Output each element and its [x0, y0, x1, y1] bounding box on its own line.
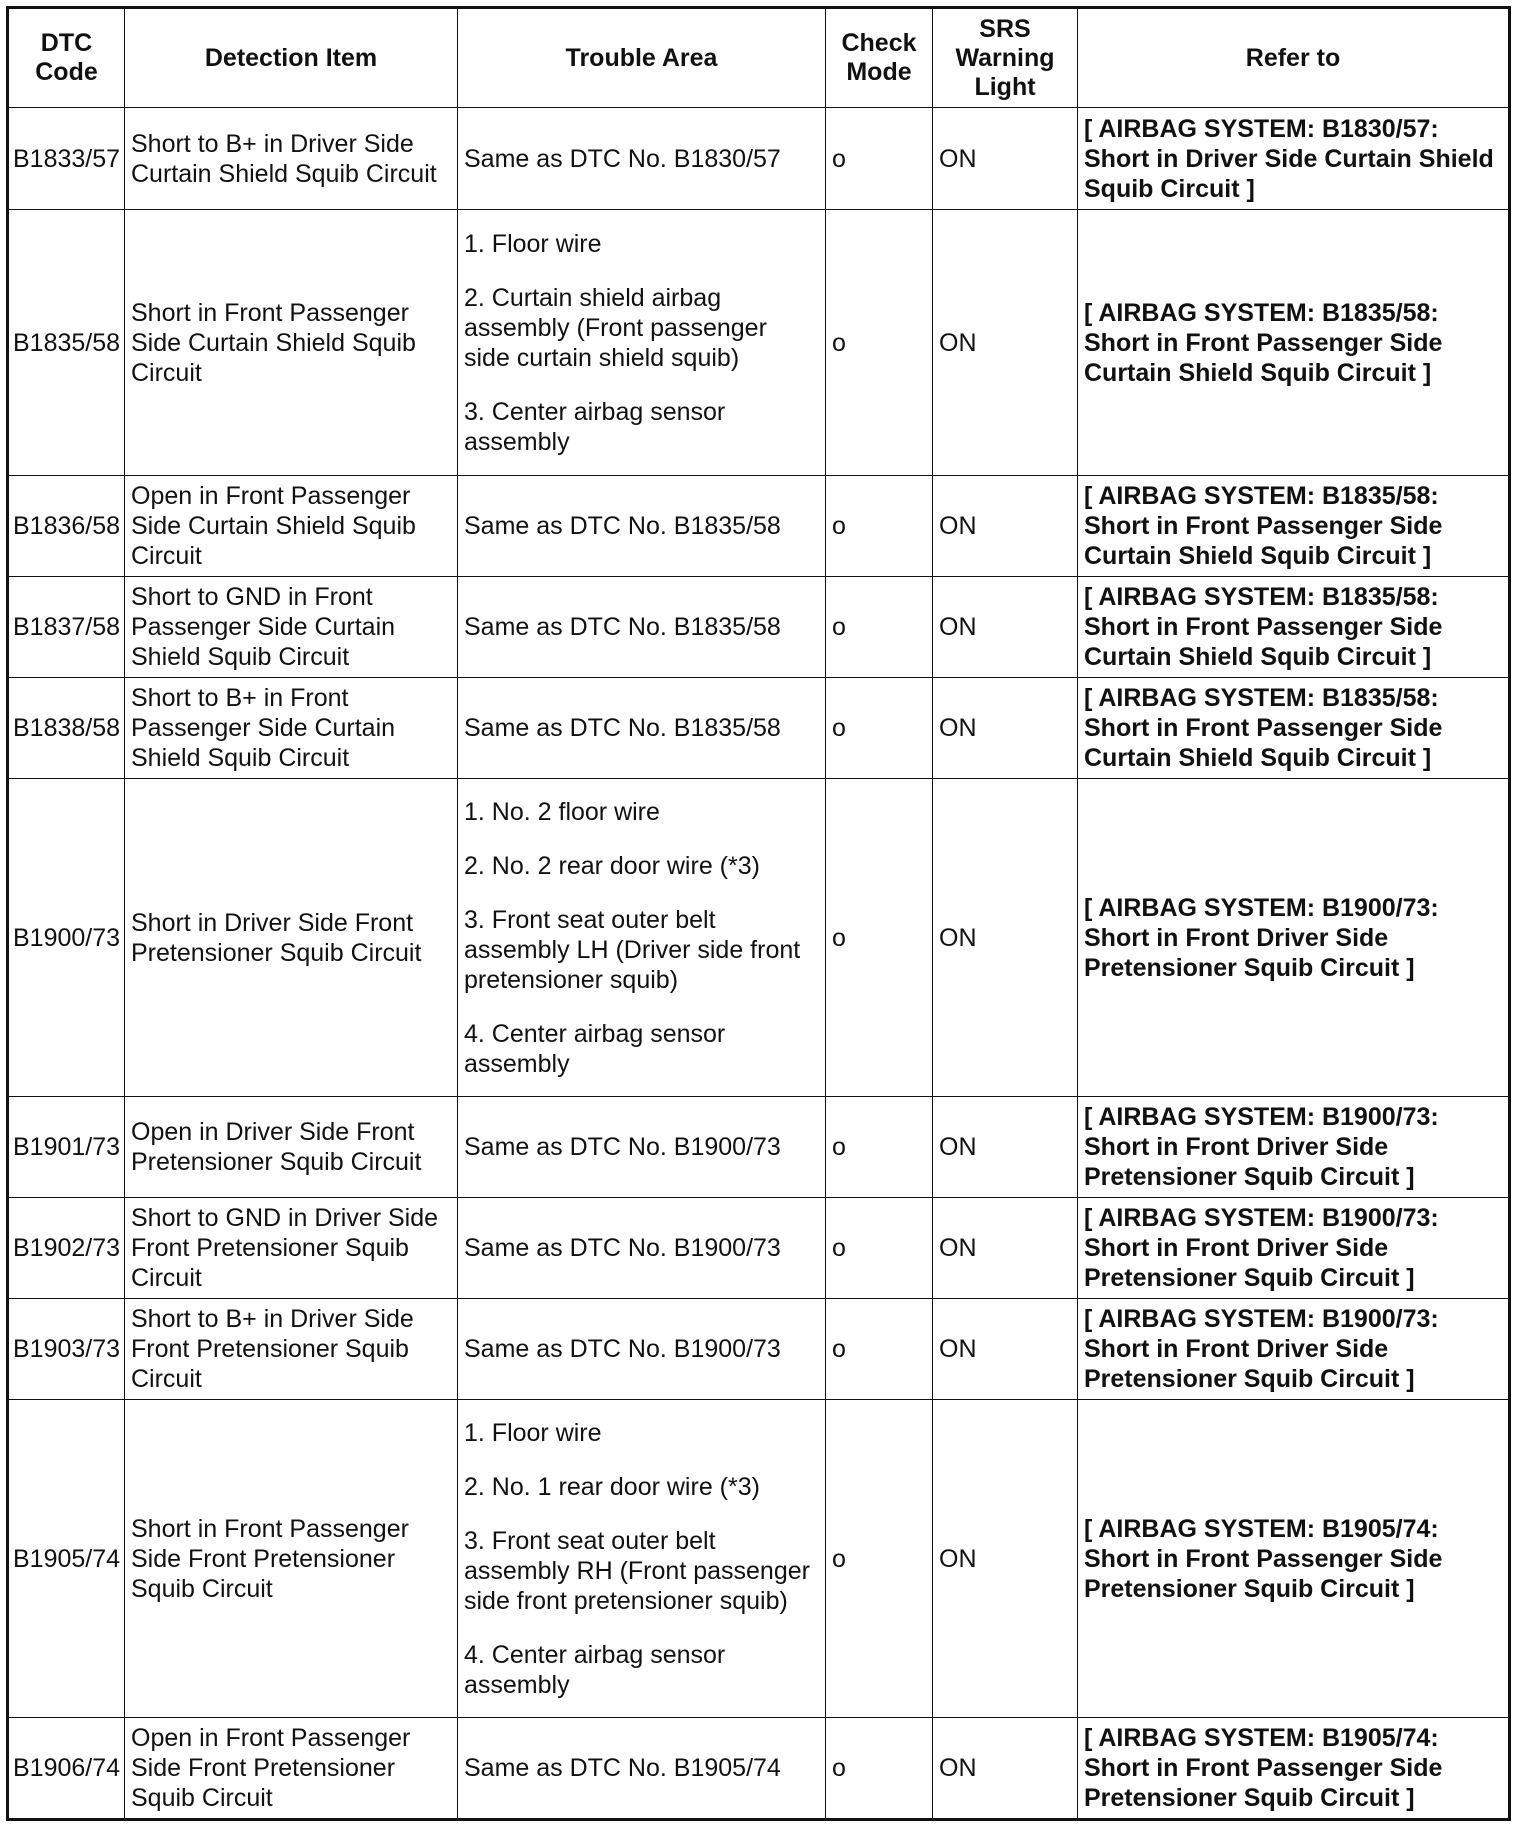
trouble-area-item: 4. Center airbag sensor assembly	[464, 1019, 726, 1078]
srs-light-cell: ON	[933, 1718, 1078, 1820]
refer-to-link[interactable]: [ AIRBAG SYSTEM: B1900/73: Short in Front Driver Side Pretensioner Squib Circuit ]	[1078, 1097, 1510, 1198]
detection-item-cell: Short in Driver Side Front Pretensioner Squib Circuit	[125, 779, 458, 1097]
trouble-area-item-continuation: side front pretensioner squib)	[464, 1586, 788, 1615]
srs-light-cell: ON	[933, 108, 1078, 210]
dtc-code-cell: B1906/74	[8, 1718, 125, 1820]
dtc-table	[6, 6, 1511, 1821]
table-row	[8, 476, 1510, 577]
trouble-area-cell	[458, 779, 826, 1097]
check-mode-cell: o	[826, 210, 933, 476]
dtc-code-cell: B1900/73	[8, 779, 125, 1097]
table-row	[8, 678, 1510, 779]
table-row	[8, 1400, 1510, 1718]
header-trouble-area: Trouble Area	[458, 8, 826, 108]
check-mode-cell: o	[826, 1718, 933, 1820]
dtc-code-cell: B1837/58	[8, 577, 125, 678]
trouble-area-item: 1. Floor wire	[464, 1418, 602, 1447]
trouble-area-cell: Same as DTC No. B1835/58	[458, 577, 826, 678]
trouble-area-item: 1. Floor wire	[464, 229, 602, 258]
refer-to-link[interactable]: [ AIRBAG SYSTEM: B1835/58: Short in Front Passenger Side Curtain Shield Squib Circuit ]	[1078, 210, 1510, 476]
refer-to-link[interactable]: [ AIRBAG SYSTEM: B1900/73: Short in Front Driver Side Pretensioner Squib Circuit ]	[1078, 1299, 1510, 1400]
refer-to-link[interactable]: [ AIRBAG SYSTEM: B1905/74: Short in Front Passenger Side Pretensioner Squib Circuit ]	[1078, 1400, 1510, 1718]
refer-to-link[interactable]: [ AIRBAG SYSTEM: B1905/74: Short in Front Passenger Side Pretensioner Squib Circuit ]	[1078, 1718, 1510, 1820]
table-row	[8, 779, 1510, 1097]
trouble-area-item-line: 3. Front seat outer belt assembly LH (Driver side front	[464, 905, 801, 964]
header-detection-item: Detection Item	[125, 8, 458, 108]
refer-to-link[interactable]: [ AIRBAG SYSTEM: B1900/73: Short in Front Driver Side Pretensioner Squib Circuit ]	[1078, 1198, 1510, 1299]
refer-to-link[interactable]: [ AIRBAG SYSTEM: B1830/57: Short in Driver Side Curtain Shield Squib Circuit ]	[1078, 108, 1510, 210]
check-mode-cell: o	[826, 476, 933, 577]
check-mode-cell: o	[826, 1198, 933, 1299]
trouble-area-item	[464, 1526, 819, 1628]
dtc-code-cell: B1836/58	[8, 476, 125, 577]
check-mode-cell: o	[826, 577, 933, 678]
check-mode-cell: o	[826, 108, 933, 210]
trouble-area-item: 1. No. 2 floor wire	[464, 797, 660, 826]
dtc-code-cell: B1905/74	[8, 1400, 125, 1718]
trouble-area-item	[464, 905, 819, 1007]
dtc-code-cell: B1901/73	[8, 1097, 125, 1198]
dtc-table-sheet	[6, 6, 1508, 1821]
srs-light-cell: ON	[933, 678, 1078, 779]
trouble-area-item: 2. No. 2 rear door wire (*3)	[464, 851, 760, 880]
trouble-area-cell: Same as DTC No. B1835/58	[458, 476, 826, 577]
dtc-code-cell: B1835/58	[8, 210, 125, 476]
refer-to-link[interactable]: [ AIRBAG SYSTEM: B1835/58: Short in Front Passenger Side Curtain Shield Squib Circuit ]	[1078, 476, 1510, 577]
detection-item-cell: Short in Front Passenger Side Curtain Shield Squib Circuit	[125, 210, 458, 476]
header-check-mode: Check Mode	[826, 8, 933, 108]
header-dtc-code: DTC Code	[8, 8, 125, 108]
table-row	[8, 108, 1510, 210]
dtc-code-cell: B1903/73	[8, 1299, 125, 1400]
table-row	[8, 1198, 1510, 1299]
table-row	[8, 1299, 1510, 1400]
header-srs-warning-light: SRS Warning Light	[933, 8, 1078, 108]
trouble-area-cell: Same as DTC No. B1835/58	[458, 678, 826, 779]
trouble-area-item-continuation: side curtain shield squib)	[464, 343, 740, 372]
detection-item-cell: Short in Front Passenger Side Front Pretensioner Squib Circuit	[125, 1400, 458, 1718]
trouble-area-cell	[458, 210, 826, 476]
trouble-area-item: 2. No. 1 rear door wire (*3)	[464, 1472, 760, 1501]
check-mode-cell: o	[826, 1097, 933, 1198]
check-mode-cell: o	[826, 1400, 933, 1718]
trouble-area-item: 4. Center airbag sensor assembly	[464, 1640, 726, 1699]
table-row	[8, 1097, 1510, 1198]
srs-light-cell: ON	[933, 476, 1078, 577]
trouble-area-item-line: 2. Curtain shield airbag assembly (Front passenger	[464, 283, 767, 342]
header-refer-to: Refer to	[1078, 8, 1510, 108]
trouble-area-cell: Same as DTC No. B1830/57	[458, 108, 826, 210]
detection-item-cell: Open in Driver Side Front Pretensioner Squib Circuit	[125, 1097, 458, 1198]
trouble-area-item: 3. Center airbag sensor assembly	[464, 397, 726, 456]
trouble-area-list	[464, 1418, 819, 1700]
table-row	[8, 577, 1510, 678]
srs-light-cell: ON	[933, 210, 1078, 476]
trouble-area-cell: Same as DTC No. B1900/73	[458, 1097, 826, 1198]
refer-to-link[interactable]: [ AIRBAG SYSTEM: B1835/58: Short in Front Passenger Side Curtain Shield Squib Circuit ]	[1078, 678, 1510, 779]
table-header-row	[8, 8, 1510, 108]
table-row	[8, 210, 1510, 476]
srs-light-cell: ON	[933, 1299, 1078, 1400]
trouble-area-cell: Same as DTC No. B1900/73	[458, 1198, 826, 1299]
srs-light-cell: ON	[933, 577, 1078, 678]
dtc-code-cell: B1838/58	[8, 678, 125, 779]
trouble-area-item-continuation: pretensioner squib)	[464, 965, 679, 994]
srs-light-cell: ON	[933, 1400, 1078, 1718]
srs-light-cell: ON	[933, 1097, 1078, 1198]
dtc-code-cell: B1902/73	[8, 1198, 125, 1299]
detection-item-cell: Open in Front Passenger Side Front Pretensioner Squib Circuit	[125, 1718, 458, 1820]
refer-to-link[interactable]: [ AIRBAG SYSTEM: B1900/73: Short in Front Driver Side Pretensioner Squib Circuit ]	[1078, 779, 1510, 1097]
detection-item-cell: Short to B+ in Driver Side Front Pretensioner Squib Circuit	[125, 1299, 458, 1400]
srs-light-cell: ON	[933, 779, 1078, 1097]
trouble-area-list	[464, 229, 819, 457]
detection-item-cell: Short to GND in Driver Side Front Pretensioner Squib Circuit	[125, 1198, 458, 1299]
check-mode-cell: o	[826, 779, 933, 1097]
trouble-area-item	[464, 283, 819, 385]
trouble-area-list	[464, 797, 819, 1079]
srs-light-cell: ON	[933, 1198, 1078, 1299]
trouble-area-cell: Same as DTC No. B1905/74	[458, 1718, 826, 1820]
trouble-area-cell: Same as DTC No. B1900/73	[458, 1299, 826, 1400]
table-row	[8, 1718, 1510, 1820]
trouble-area-cell	[458, 1400, 826, 1718]
detection-item-cell: Open in Front Passenger Side Curtain Shield Squib Circuit	[125, 476, 458, 577]
detection-item-cell: Short to B+ in Driver Side Curtain Shield Squib Circuit	[125, 108, 458, 210]
trouble-area-item-line: 3. Front seat outer belt assembly RH (Front passenger	[464, 1526, 810, 1585]
check-mode-cell: o	[826, 1299, 933, 1400]
refer-to-link[interactable]: [ AIRBAG SYSTEM: B1835/58: Short in Front Passenger Side Curtain Shield Squib Circuit ]	[1078, 577, 1510, 678]
check-mode-cell: o	[826, 678, 933, 779]
detection-item-cell: Short to B+ in Front Passenger Side Curtain Shield Squib Circuit	[125, 678, 458, 779]
dtc-code-cell: B1833/57	[8, 108, 125, 210]
detection-item-cell: Short to GND in Front Passenger Side Curtain Shield Squib Circuit	[125, 577, 458, 678]
